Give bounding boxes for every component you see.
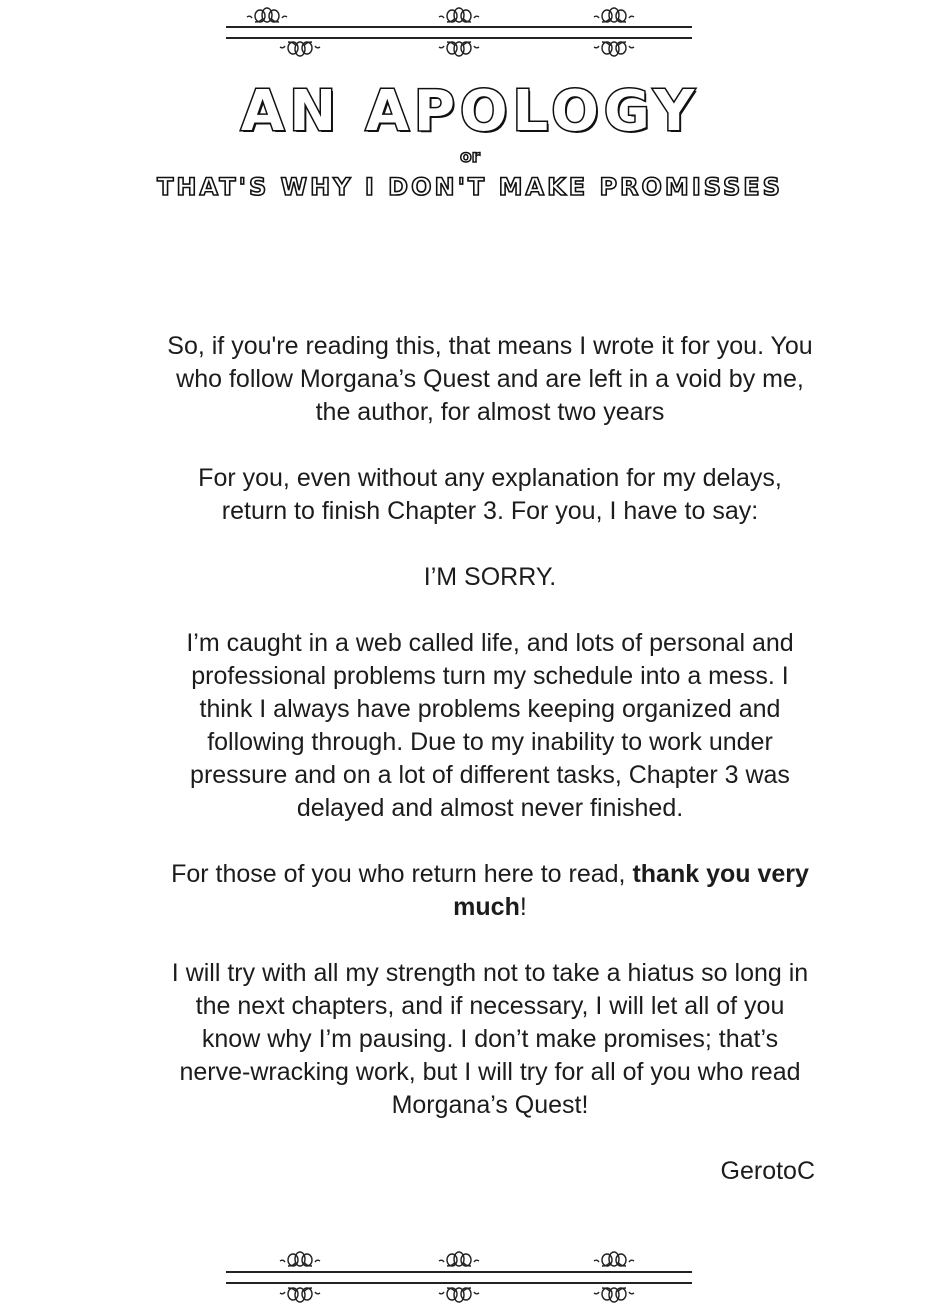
scroll-ornament <box>439 42 479 56</box>
paragraph-text: ! <box>519 893 527 921</box>
ornament-row-lower <box>280 1288 634 1302</box>
page-title: AN APOLOGY <box>240 79 700 144</box>
scroll-ornament <box>439 1252 479 1266</box>
scroll-ornament <box>247 8 287 22</box>
letter-paragraph: I’m caught in a web called life, and lots of personal and professional problems turn my schedule into a mess. I think I always have problems keeping organized and following through. Due to my inability to work under pressure and on a lot of different tasks, Chapter 3 was delayed and almost never finished. <box>186 629 794 822</box>
title-or: or <box>459 147 481 167</box>
scroll-ornament <box>439 8 479 22</box>
scroll-ornament <box>280 1288 320 1302</box>
letter-paragraph: For you, even without any explanation for my delays, return to finish Chapter 3. For you, I have to say: <box>198 464 782 525</box>
ornament-row-upper <box>280 1252 634 1266</box>
ornament-row-lower <box>280 42 634 56</box>
scroll-ornament <box>280 42 320 56</box>
page-subtitle: THAT'S WHY I DON'T MAKE PROMISSES <box>157 173 783 201</box>
letter-body <box>165 330 815 1221</box>
scroll-ornament <box>594 1288 634 1302</box>
letter-paragraph: I’M SORRY. <box>423 563 557 591</box>
scroll-ornament <box>280 1252 320 1266</box>
paragraph-text: For those of you who return here to read, <box>171 860 633 888</box>
scroll-ornament <box>594 1252 634 1266</box>
top-ornamental-divider <box>222 2 696 62</box>
ornament-row-upper <box>247 8 634 22</box>
letter-paragraph: So, if you're reading this, that means I wrote it for you. You who follow Morgana’s Quest and are left in a void by me, the author, for almost two years <box>167 332 813 426</box>
bottom-ornamental-divider <box>222 1246 696 1306</box>
scroll-ornament <box>594 42 634 56</box>
signature: GerotoC <box>720 1157 815 1185</box>
letter-paragraph <box>165 858 815 924</box>
scroll-ornament <box>439 1288 479 1302</box>
letter-paragraph: I will try with all my strength not to take a hiatus so long in the next chapters, and if necessary, I will let all of you know why I’m pausing. I don’t make promises; that’s nerve-wracking work, but I will try for all of you who read Morgana’s Quest! <box>171 959 809 1119</box>
title-block <box>0 80 940 202</box>
emphasis-text: thank you very much <box>453 860 809 921</box>
scroll-ornament <box>594 8 634 22</box>
